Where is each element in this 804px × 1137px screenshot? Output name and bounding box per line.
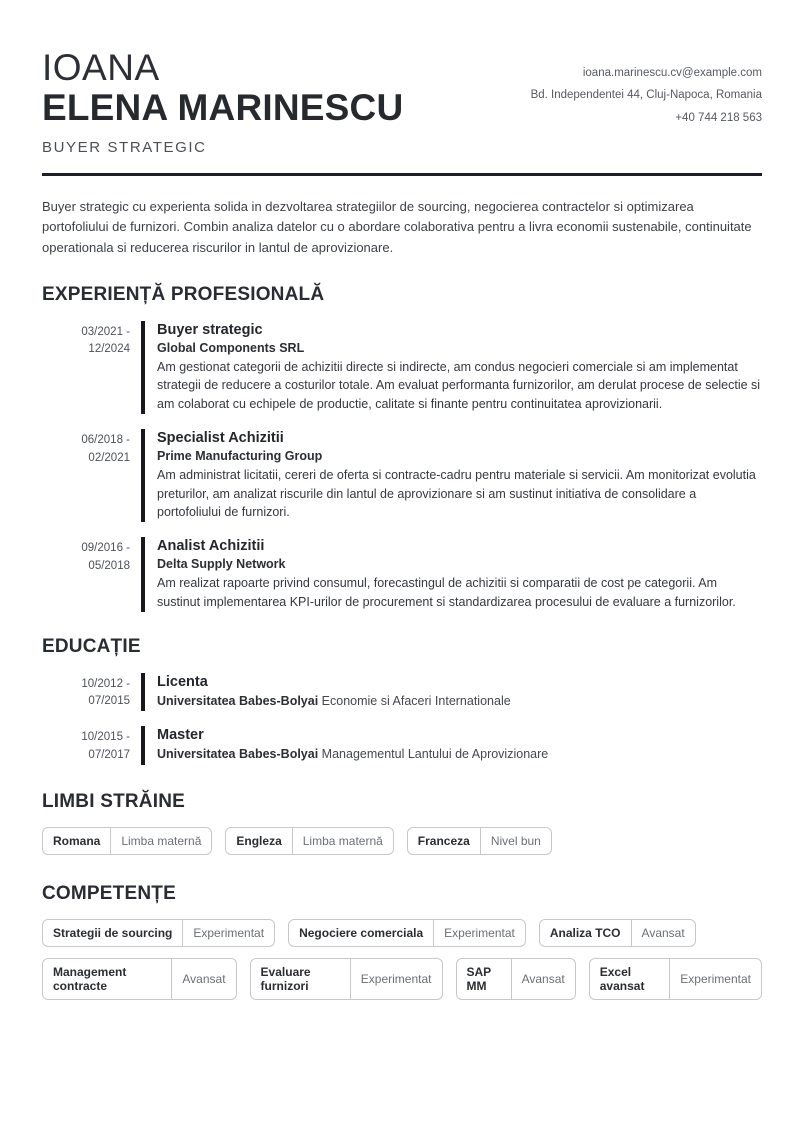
education-body — [157, 673, 762, 712]
skill-name: Negociere comerciala — [289, 920, 434, 946]
experience-dates — [42, 429, 130, 522]
experience-dates — [42, 321, 130, 414]
language-level: Limba maternă — [302, 833, 383, 848]
experience-body — [157, 429, 762, 522]
experience-role: Specialist Achizitii — [157, 429, 284, 446]
education-field: Economie si Afaceri Internationale — [321, 693, 511, 708]
skill-pill-row — [42, 919, 762, 947]
experience-section-title: EXPERIENȚĂ PROFESIONALĂ — [42, 283, 325, 305]
language-pill — [225, 827, 393, 855]
experience-entry — [42, 429, 762, 522]
skill-name: Analiza TCO — [540, 920, 632, 946]
timeline-bar — [141, 726, 145, 765]
skill-name: SAP MM — [457, 959, 512, 999]
section-languages — [42, 791, 762, 855]
skill-pill — [288, 919, 526, 947]
date-start: 03/2021 - — [81, 325, 130, 338]
experience-description: Am gestionat categorii de achizitii directe si indirecte, am condus negocieri comerciale si am implementat strategii de reducere a costurilor totale. Am evaluat performanta furnizorilor, am derulat procese de selectie si am colaborat cu echipele de productie, calitate si finante pentru continuitatea aprovizionarii. — [157, 359, 761, 411]
experience-entry — [42, 537, 762, 612]
education-detail — [157, 747, 762, 761]
language-name: Engleza — [226, 828, 292, 854]
date-start: 06/2018 - — [81, 433, 130, 446]
contact-address: Bd. Independentei 44, Cluj-Napoca, Romania — [530, 89, 762, 102]
timeline-bar — [141, 673, 145, 712]
job-title: BUYER STRATEGIC — [42, 138, 207, 156]
date-start: 10/2012 - — [81, 677, 130, 690]
date-start: 10/2015 - — [81, 731, 130, 744]
experience-entry — [42, 321, 762, 414]
education-degree: Licenta — [157, 673, 208, 690]
education-institution: Universitatea Babes-Bolyai — [157, 747, 319, 762]
date-end: 12/2024 — [88, 343, 130, 356]
candidate-name — [42, 48, 403, 128]
skill-level: Avansat — [521, 971, 565, 986]
section-education — [42, 636, 762, 765]
experience-body — [157, 537, 762, 612]
skill-pill — [42, 958, 237, 1000]
summary-text: Buyer strategic cu experienta solida in dezvoltarea strategiilor de sourcing, negocierea contractelor si optimizarea portofoliului de furnizori. Combin analiza datelor cu o abordare colaborativa pentru a livra economii sustenabile, continuitate operationala si reducerea riscurilor in lantul de aprovizionare. — [42, 198, 752, 255]
date-end: 05/2018 — [88, 559, 130, 572]
timeline-bar — [141, 321, 145, 414]
education-entry — [42, 673, 762, 712]
header-divider — [42, 173, 762, 176]
header — [42, 48, 762, 156]
header-identity — [42, 48, 403, 156]
skill-level: Experimentat — [193, 925, 265, 940]
skill-level: Experimentat — [444, 925, 515, 940]
language-name: Romana — [43, 828, 111, 854]
education-field: Managementul Lantului de Aprovizionare — [321, 747, 549, 762]
skill-pill-row — [42, 958, 762, 1000]
contact-phone: +40 744 218 563 — [675, 111, 762, 124]
skill-level: Avansat — [641, 925, 685, 940]
experience-company: Global Components SRL — [157, 340, 305, 355]
skill-name: Strategii de sourcing — [43, 920, 183, 946]
language-name: Franceza — [408, 828, 481, 854]
skill-name: Excel avansat — [590, 959, 671, 999]
experience-description: Am realizat rapoarte privind consumul, forecastingul de achizitii si comparatii de cost pe categorii. Am sustinut implementarea KPI-urilor de procurement si standardizarea procesului de evaluare a furnizorilor. — [157, 576, 736, 609]
experience-body — [157, 321, 762, 414]
date-start: 09/2016 - — [81, 542, 130, 554]
skill-pill — [42, 919, 275, 947]
education-dates — [42, 726, 130, 765]
language-pill — [407, 827, 552, 855]
experience-company: Delta Supply Network — [157, 557, 286, 571]
skill-level: Experimentat — [680, 971, 751, 986]
education-entry — [42, 726, 762, 765]
timeline-bar — [141, 537, 145, 612]
language-pill-row — [42, 827, 762, 855]
education-dates — [42, 673, 130, 712]
experience-description: Am administrat licitatii, cereri de oferta si contracte-cadru pentru materiale si servicii. Am monitorizat evolutia preturilor, am analizat riscurile din lantul de aprovizionare si am sustinut initiativa de consolidare a portofoliului de furnizori. — [157, 467, 756, 520]
education-degree: Master — [157, 727, 204, 744]
education-detail — [157, 694, 762, 708]
skill-pill — [250, 958, 443, 1000]
language-level: Nivel bun — [490, 833, 541, 848]
education-institution: Universitatea Babes-Bolyai — [157, 693, 319, 708]
skill-pill — [589, 958, 762, 1000]
experience-dates — [42, 537, 130, 612]
education-body — [157, 726, 762, 765]
date-end: 07/2015 — [88, 695, 130, 708]
contact-info — [531, 48, 762, 129]
last-name: ELENA MARINESCU — [42, 86, 404, 128]
first-name: IOANA — [42, 47, 160, 88]
education-section-title: EDUCAȚIE — [42, 635, 141, 657]
timeline-bar — [141, 429, 145, 522]
section-skills — [42, 883, 762, 1000]
skill-level: Experimentat — [360, 971, 432, 986]
experience-role: Buyer strategic — [157, 321, 263, 338]
date-end: 02/2021 — [88, 451, 130, 464]
skill-name: Evaluare furnizori — [251, 959, 351, 999]
contact-email: ioana.marinescu.cv@example.com — [582, 67, 762, 79]
skill-name: Management contracte — [43, 959, 172, 999]
skill-level: Avansat — [182, 971, 226, 986]
skill-pill — [456, 958, 576, 1000]
languages-section-title: LIMBI STRĂINE — [42, 790, 185, 812]
section-experience — [42, 284, 762, 612]
experience-role: Analist Achizitii — [157, 538, 265, 554]
experience-company: Prime Manufacturing Group — [157, 448, 323, 463]
skill-pill — [539, 919, 696, 947]
language-pill — [42, 827, 212, 855]
date-end: 07/2017 — [88, 748, 130, 761]
skills-section-title: COMPETENȚE — [42, 882, 176, 904]
language-level: Limba maternă — [121, 833, 202, 848]
